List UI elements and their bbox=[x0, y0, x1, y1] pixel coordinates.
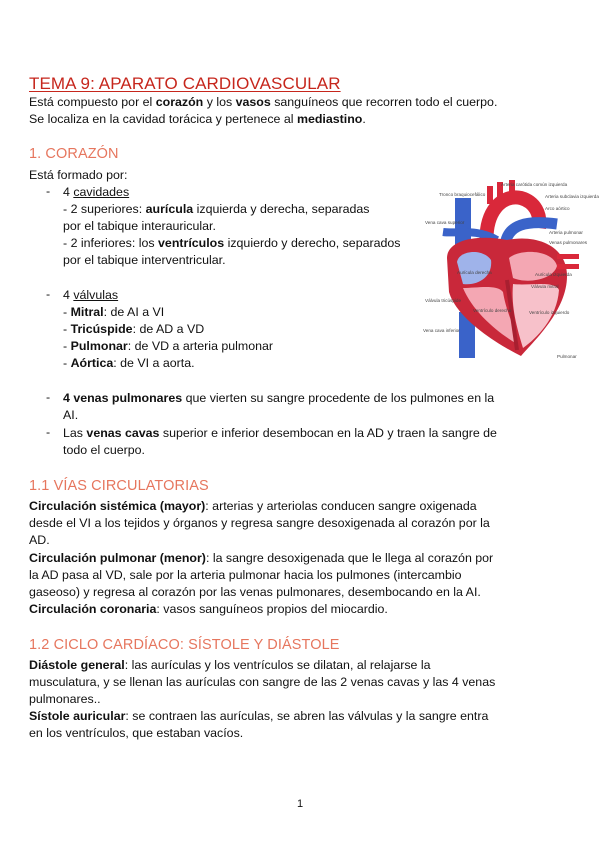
label-superior-vena-cava: Vena cava superior bbox=[425, 220, 465, 225]
vena-cava-line-2: todo el cuerpo. bbox=[63, 443, 145, 457]
systemic-line-3: AD. bbox=[29, 533, 50, 547]
list-bullet: - bbox=[46, 390, 51, 404]
section-heading-ciclo: 1.2 CICLO CARDÍACO: SÍSTOLE Y DIÁSTOLE bbox=[29, 637, 340, 653]
valve-item-pulmonary: - Pulmonar: de VD a arteria pulmonar bbox=[63, 339, 274, 353]
label-right-atrium: Aurícula derecha bbox=[457, 270, 492, 275]
pulmonary-circ-line-3: gaseoso) y regresa al corazón por las venas pulmonares, desembocando en la AI. bbox=[29, 585, 481, 599]
atrial-systole-line-1: Sístole auricular: se contraen las aurículas, se abren las válvulas y la sangre entra bbox=[29, 709, 489, 723]
list-bullet: - bbox=[46, 287, 51, 301]
label-carotid: Arteria carótida común izquierda bbox=[501, 182, 568, 187]
intro-line-2: Se localiza en la cavidad torácica y pertenece al mediastino. bbox=[29, 112, 366, 126]
list-bullet: - bbox=[46, 184, 51, 198]
pulmonary-vein-shape bbox=[557, 254, 579, 259]
label-left-ventricle: Ventrículo izquierdo bbox=[529, 310, 570, 315]
intro-line-1: Está compuesto por el corazón y los vasos sanguíneos que recorren todo el cuerpo. bbox=[29, 95, 498, 109]
cavities-heading: 4 cavidades bbox=[63, 185, 130, 199]
cavities-line-4: por el tabique interventricular. bbox=[63, 253, 226, 267]
vena-cava-line-1: Las venas cavas superior e inferior desembocan en la AD y traen la sangre de bbox=[63, 426, 497, 440]
diastole-line-3: pulmonares.. bbox=[29, 692, 101, 706]
label-right-ventricle: Ventrículo derecho bbox=[473, 308, 512, 313]
label-pulmonary-artery: Arteria pulmonar bbox=[549, 230, 583, 235]
label-pulmonary-veins: Venas pulmonares bbox=[549, 240, 588, 245]
valve-item-mitral: - Mitral: de AI a VI bbox=[63, 305, 165, 319]
pulmonary-circ-line-1: Circulación pulmonar (menor): la sangre desoxigenada que le llega al corazón por bbox=[29, 551, 494, 565]
pulmonary-veins-line-1: 4 venas pulmonares que vierten su sangre procedente de los pulmones en la bbox=[63, 391, 495, 405]
formed-by-text: Está formado por: bbox=[29, 168, 128, 182]
diastole-line-1: Diástole general: las aurículas y los ventrículos se dilatan, al relajarse la bbox=[29, 658, 431, 672]
section-heading-corazon: 1. CORAZÓN bbox=[29, 146, 119, 162]
label-tricuspid-valve: Válvula tricúspide bbox=[425, 298, 462, 303]
cavities-line-1: - 2 superiores: aurícula izquierda y derecha, separadas bbox=[63, 202, 370, 216]
pulmonary-veins-line-2: AI. bbox=[63, 408, 79, 422]
label-pulmonar: Pulmonar bbox=[557, 354, 577, 359]
label-subclavian: Arteria subclavia izquierda bbox=[545, 194, 599, 199]
label-brachiocephalic: Tronco braquiocefálico bbox=[439, 192, 486, 197]
pulmonary-vein-shape bbox=[557, 264, 579, 269]
label-left-atrium: Aurícula izquierda bbox=[535, 272, 572, 277]
coronary-line: Circulación coronaria: vasos sanguíneos propios del miocardio. bbox=[29, 602, 388, 616]
valve-item-aortic: - Aórtica: de VI a aorta. bbox=[63, 356, 195, 370]
cavities-line-3: - 2 inferiores: los ventrículos izquierdo y derecho, separados bbox=[63, 236, 401, 250]
section-heading-vias: 1.1 VÍAS CIRCULATORIAS bbox=[29, 478, 209, 494]
valves-heading: 4 válvulas bbox=[63, 288, 119, 302]
page-number: 1 bbox=[296, 798, 304, 810]
label-aortic-arch: Arco aórtico bbox=[545, 206, 570, 211]
atrial-systole-line-2: en los ventrículos, que estaban vacíos. bbox=[29, 726, 244, 740]
brachiocephalic-trunk-shape bbox=[487, 186, 493, 204]
diastole-line-2: musculatura, y se llenan las aurículas con sangre de las 2 venas cavas y las 4 venas bbox=[29, 675, 496, 689]
page-title: TEMA 9: APARATO CARDIOVASCULAR bbox=[29, 74, 341, 93]
list-bullet: - bbox=[46, 425, 51, 439]
cavities-line-2: por el tabique interauricular. bbox=[63, 219, 216, 233]
heart-diagram bbox=[417, 180, 599, 364]
systemic-line-1: Circulación sistémica (mayor): arterias y arteriolas conducen sangre oxigenada bbox=[29, 499, 477, 513]
label-mitral-valve: Válvula mitral bbox=[531, 284, 559, 289]
valve-item-tricuspid: - Tricúspide: de AD a VD bbox=[63, 322, 205, 336]
systemic-line-2: desde el VI a los tejidos y órganos y regresa sangre desoxigenada al corazón por la bbox=[29, 516, 490, 530]
label-inferior-vena-cava: Vena cava inferior bbox=[423, 328, 460, 333]
pulmonary-circ-line-2: la AD pasa al VD, sale por la arteria pulmonar hacia los pulmones (intercambio bbox=[29, 568, 462, 582]
